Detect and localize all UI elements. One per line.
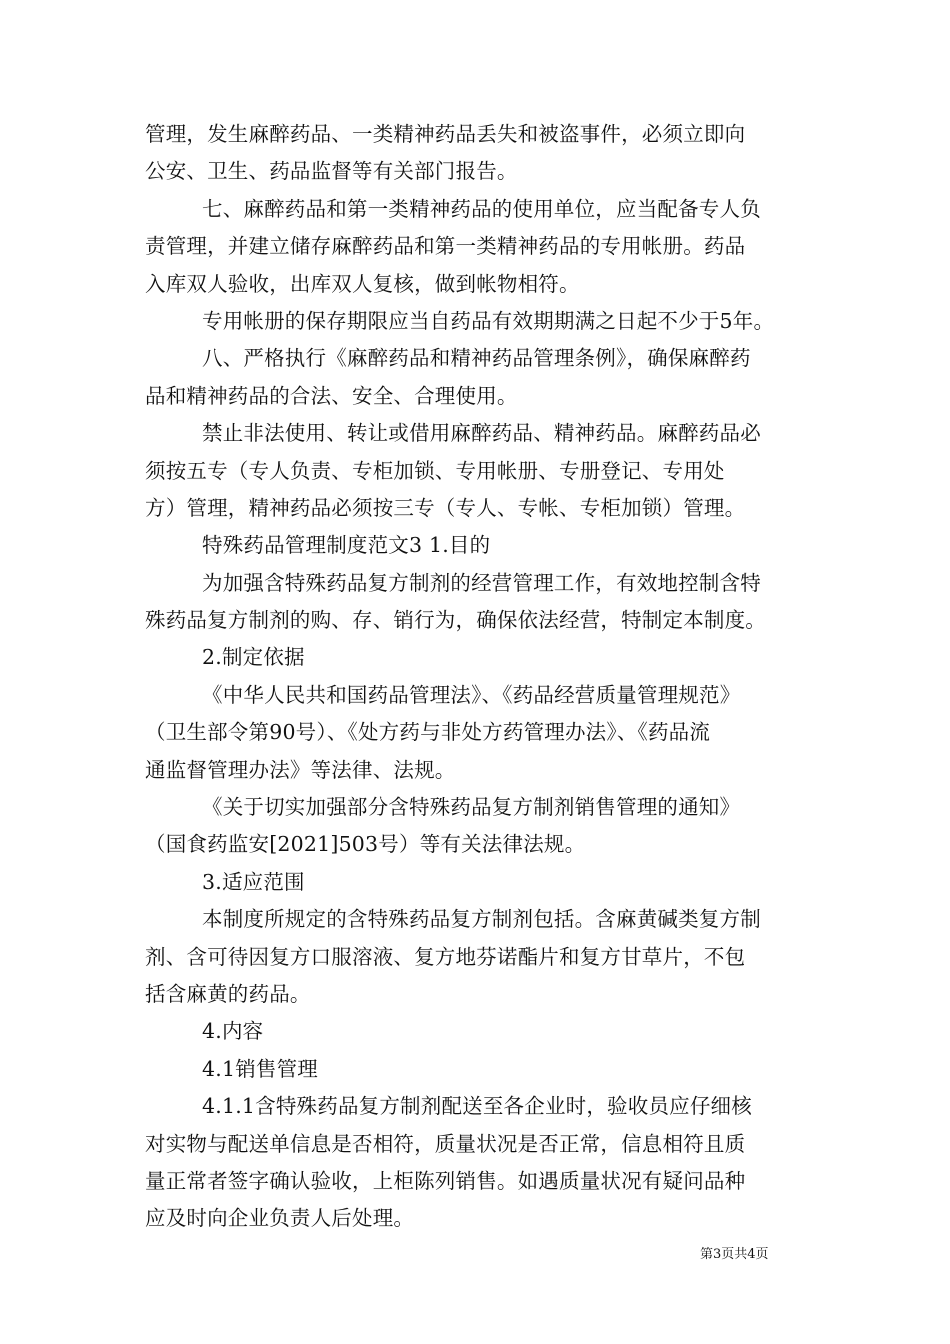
text-line: 八、严格执行《麻醉药品和精神药品管理条例》，确保麻醉药 [202,346,751,371]
text-line: 《中华人民共和国药品管理法》、《药品经营质量管理规范》 [202,682,741,707]
text-line: 公安、卫生、药品监督等有关部门报告。 [145,159,518,184]
text-line: 剂、含可待因复方口服溶液、复方地芬诺酯片和复方甘草片，不包 [145,944,746,969]
text-line: 3.适应范围 [202,869,305,894]
page-number: 第3页共4页 [700,1247,769,1262]
text-line: 方）管理，精神药品必须按三专（专人、专帐、专柜加锁）管理。 [145,495,746,520]
text-line: 为加强含特殊药品复方制剂的经营管理工作，有效地控制含特 [202,570,761,595]
text-line: 应及时向企业负责人后处理。 [145,1206,415,1231]
text-line: 责管理，并建立储存麻醉药品和第一类精神药品的专用帐册。药品 [145,234,746,259]
text-line: 专用帐册的保存期限应当自药品有效期期满之日起不少于5年。 [202,308,775,333]
text-line: 括含麻黄的药品。 [145,981,311,1006]
text-line: 禁止非法使用、转让或借用麻醉药品、精神药品。麻醉药品必 [202,421,761,446]
text-line: 对实物与配送单信息是否相符，质量状况是否正常，信息相符且质 [145,1131,746,1156]
text-line: （卫生部令第90号）、《处方药与非处方药管理办法》、《药品流 [145,720,711,745]
text-line: 4.1.1含特殊药品复方制剂配送至各企业时，验收员应仔细核 [202,1094,752,1119]
text-line: 殊药品复方制剂的购、存、销行为，确保依法经营，特制定本制度。 [145,608,766,633]
text-line: 品和精神药品的合法、安全、合理使用。 [145,383,518,408]
text-line: （国食药监安[2021]503号）等有关法律法规。 [145,832,586,857]
text-line: 本制度所规定的含特殊药品复方制剂包括。含麻黄碱类复方制 [202,907,761,932]
text-line: 管理，发生麻醉药品、一类精神药品丢失和被盗事件，必须立即向 [145,122,746,146]
text-line: 4.内容 [202,1019,264,1044]
text-line: 量正常者签字确认验收，上柜陈列销售。如遇质量状况有疑问品种 [145,1168,746,1193]
text-line: 七、麻醉药品和第一类精神药品的使用单位，应当配备专人负 [202,196,761,221]
text-line: 入库双人验收，出库双人复核，做到帐物相符。 [145,271,580,296]
text-line: 2.制定依据 [202,645,305,670]
text-line: 通监督管理办法》等法律、法规。 [145,757,456,782]
document-body [145,116,815,1238]
text-line: 《关于切实加强部分含特殊药品复方制剂销售管理的通知》 [202,795,741,820]
text-line: 4.1销售管理 [202,1056,319,1081]
text-line: 须按五专（专人负责、专柜加锁、专用帐册、专册登记、专用处 [145,458,725,483]
text-line: 特殊药品管理制度范文3 1.目的 [202,533,491,558]
